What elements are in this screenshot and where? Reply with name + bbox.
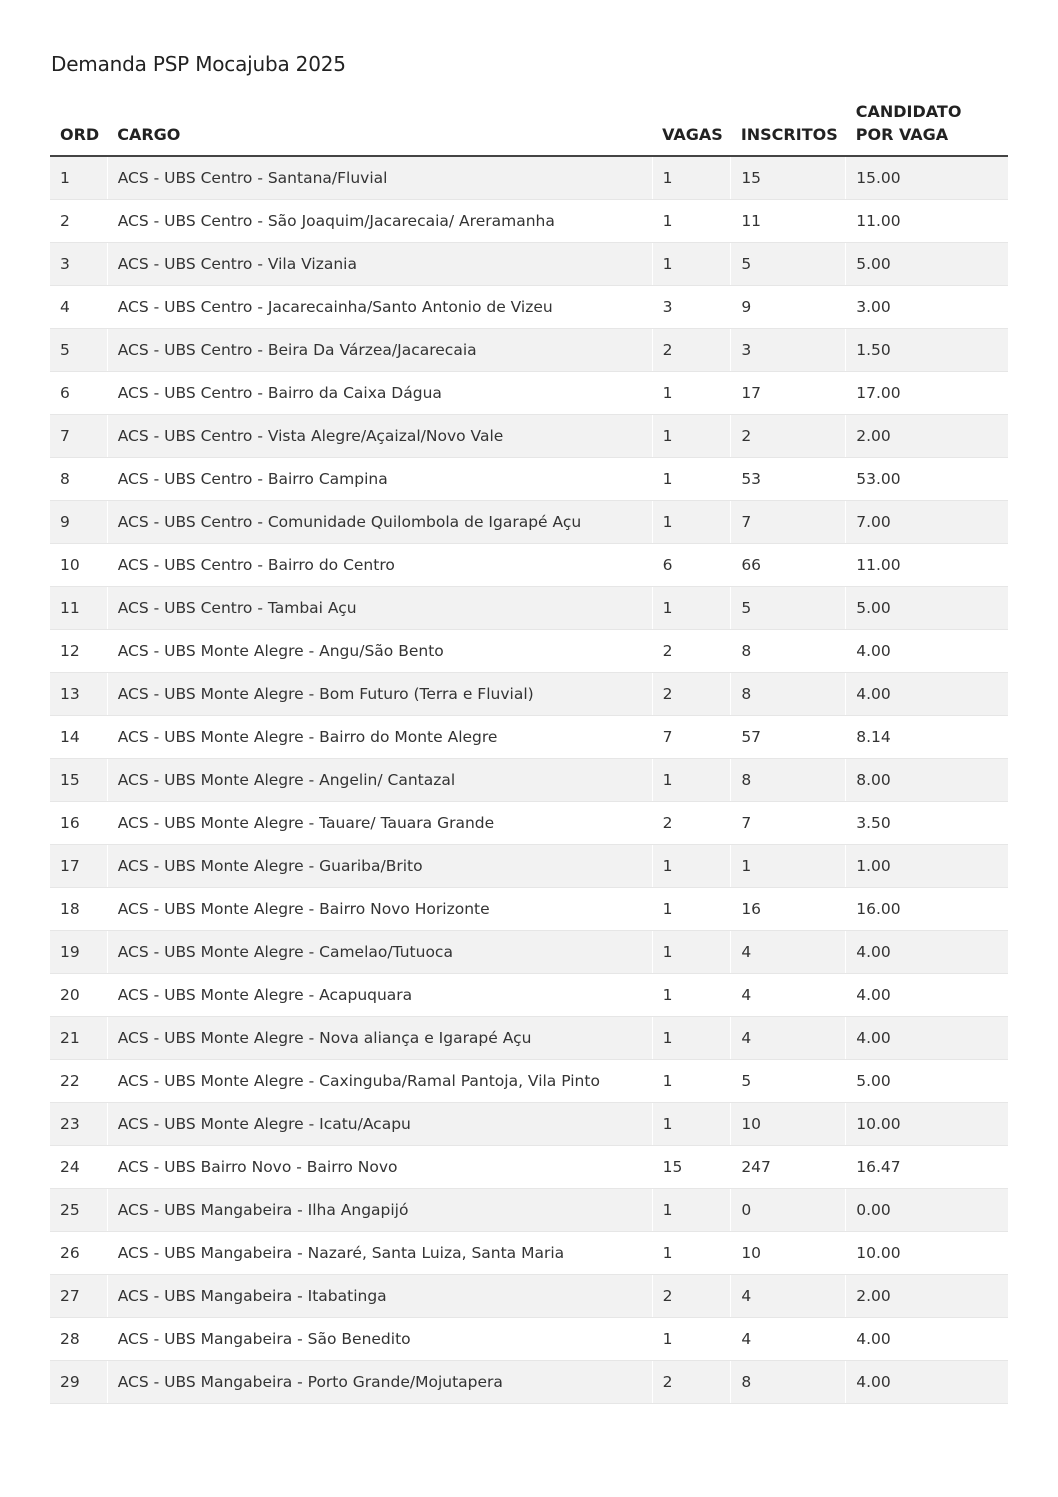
cell-vagas: 1 xyxy=(652,1232,731,1275)
cell-inscritos: 57 xyxy=(731,716,846,759)
cell-candidato-por-vaga: 16.47 xyxy=(846,1146,1008,1189)
cell-candidato-por-vaga: 4.00 xyxy=(846,630,1008,673)
cell-candidato-por-vaga: 4.00 xyxy=(846,974,1008,1017)
cell-candidato-por-vaga: 5.00 xyxy=(846,243,1008,286)
cell-cargo: ACS - UBS Centro - Vila Vizania xyxy=(107,243,652,286)
table-row xyxy=(50,544,1008,587)
cell-inscritos: 5 xyxy=(731,243,846,286)
cell-inscritos: 15 xyxy=(731,156,846,200)
table-row xyxy=(50,1189,1008,1232)
cell-ord: 13 xyxy=(50,673,107,716)
cell-vagas: 1 xyxy=(652,1189,731,1232)
table-row xyxy=(50,716,1008,759)
cell-candidato-por-vaga: 10.00 xyxy=(846,1232,1008,1275)
cell-vagas: 15 xyxy=(652,1146,731,1189)
table-row xyxy=(50,845,1008,888)
table-row xyxy=(50,286,1008,329)
cell-vagas: 1 xyxy=(652,200,731,243)
cell-vagas: 2 xyxy=(652,1275,731,1318)
cell-cargo: ACS - UBS Centro - Beira Da Várzea/Jacarecaia xyxy=(107,329,652,372)
header-candidato-por-vaga: CANDIDATO POR VAGA xyxy=(846,100,1008,156)
cell-ord: 22 xyxy=(50,1060,107,1103)
cell-candidato-por-vaga: 4.00 xyxy=(846,1017,1008,1060)
cell-inscritos: 5 xyxy=(731,1060,846,1103)
table-header-row xyxy=(50,100,1008,156)
demand-table xyxy=(50,100,1008,1404)
cell-cargo: ACS - UBS Monte Alegre - Camelao/Tutuoca xyxy=(107,931,652,974)
table-row xyxy=(50,630,1008,673)
cell-vagas: 1 xyxy=(652,587,731,630)
cell-candidato-por-vaga: 4.00 xyxy=(846,673,1008,716)
cell-candidato-por-vaga: 10.00 xyxy=(846,1103,1008,1146)
cell-cargo: ACS - UBS Centro - Tambai Açu xyxy=(107,587,652,630)
cell-vagas: 1 xyxy=(652,759,731,802)
cell-ord: 4 xyxy=(50,286,107,329)
cell-ord: 8 xyxy=(50,458,107,501)
cell-vagas: 2 xyxy=(652,1361,731,1404)
table-row xyxy=(50,1146,1008,1189)
cell-ord: 28 xyxy=(50,1318,107,1361)
cell-ord: 3 xyxy=(50,243,107,286)
cell-inscritos: 16 xyxy=(731,888,846,931)
table-row xyxy=(50,1017,1008,1060)
cell-ord: 25 xyxy=(50,1189,107,1232)
cell-candidato-por-vaga: 11.00 xyxy=(846,544,1008,587)
cell-inscritos: 5 xyxy=(731,587,846,630)
table-row xyxy=(50,974,1008,1017)
table-row xyxy=(50,372,1008,415)
cell-ord: 27 xyxy=(50,1275,107,1318)
cell-vagas: 1 xyxy=(652,458,731,501)
cell-vagas: 2 xyxy=(652,802,731,845)
table-row xyxy=(50,1060,1008,1103)
cell-vagas: 2 xyxy=(652,630,731,673)
cell-vagas: 1 xyxy=(652,243,731,286)
page-title: Demanda PSP Mocajuba 2025 xyxy=(51,52,346,76)
table-row xyxy=(50,1361,1008,1404)
cell-cargo: ACS - UBS Centro - Santana/Fluvial xyxy=(107,156,652,200)
cell-vagas: 1 xyxy=(652,1318,731,1361)
cell-cargo: ACS - UBS Monte Alegre - Bairro do Monte Alegre xyxy=(107,716,652,759)
table-row xyxy=(50,888,1008,931)
cell-candidato-por-vaga: 0.00 xyxy=(846,1189,1008,1232)
cell-candidato-por-vaga: 8.00 xyxy=(846,759,1008,802)
cell-cargo: ACS - UBS Mangabeira - Itabatinga xyxy=(107,1275,652,1318)
cell-inscritos: 8 xyxy=(731,759,846,802)
table-body xyxy=(50,156,1008,1404)
cell-inscritos: 1 xyxy=(731,845,846,888)
cell-inscritos: 8 xyxy=(731,1361,846,1404)
cell-candidato-por-vaga: 17.00 xyxy=(846,372,1008,415)
table-row xyxy=(50,759,1008,802)
table-row xyxy=(50,200,1008,243)
table-row xyxy=(50,458,1008,501)
cell-ord: 24 xyxy=(50,1146,107,1189)
cell-inscritos: 4 xyxy=(731,1318,846,1361)
table-row xyxy=(50,1318,1008,1361)
table-row xyxy=(50,673,1008,716)
cell-ord: 23 xyxy=(50,1103,107,1146)
table-row xyxy=(50,587,1008,630)
cell-vagas: 1 xyxy=(652,415,731,458)
table-row xyxy=(50,1275,1008,1318)
cell-ord: 2 xyxy=(50,200,107,243)
cell-vagas: 1 xyxy=(652,888,731,931)
cell-cargo: ACS - UBS Monte Alegre - Nova aliança e Igarapé Açu xyxy=(107,1017,652,1060)
cell-ord: 14 xyxy=(50,716,107,759)
cell-inscritos: 10 xyxy=(731,1103,846,1146)
header-inscritos: INSCRITOS xyxy=(731,100,846,156)
cell-ord: 1 xyxy=(50,156,107,200)
cell-cargo: ACS - UBS Monte Alegre - Bairro Novo Horizonte xyxy=(107,888,652,931)
cell-vagas: 1 xyxy=(652,1017,731,1060)
cell-inscritos: 2 xyxy=(731,415,846,458)
cell-candidato-por-vaga: 11.00 xyxy=(846,200,1008,243)
table-row xyxy=(50,501,1008,544)
table-row xyxy=(50,415,1008,458)
table-row xyxy=(50,329,1008,372)
cell-candidato-por-vaga: 4.00 xyxy=(846,1318,1008,1361)
cell-ord: 29 xyxy=(50,1361,107,1404)
cell-inscritos: 4 xyxy=(731,1017,846,1060)
cell-ord: 9 xyxy=(50,501,107,544)
cell-candidato-por-vaga: 53.00 xyxy=(846,458,1008,501)
cell-inscritos: 8 xyxy=(731,673,846,716)
cell-cargo: ACS - UBS Centro - Comunidade Quilombola de Igarapé Açu xyxy=(107,501,652,544)
cell-cargo: ACS - UBS Monte Alegre - Acapuquara xyxy=(107,974,652,1017)
cell-inscritos: 8 xyxy=(731,630,846,673)
cell-candidato-por-vaga: 1.50 xyxy=(846,329,1008,372)
cell-cargo: ACS - UBS Monte Alegre - Angu/São Bento xyxy=(107,630,652,673)
cell-vagas: 2 xyxy=(652,329,731,372)
table-row xyxy=(50,156,1008,200)
cell-cargo: ACS - UBS Bairro Novo - Bairro Novo xyxy=(107,1146,652,1189)
header-ord: ORD xyxy=(50,100,107,156)
cell-inscritos: 66 xyxy=(731,544,846,587)
cell-cargo: ACS - UBS Centro - Jacarecainha/Santo Antonio de Vizeu xyxy=(107,286,652,329)
cell-inscritos: 3 xyxy=(731,329,846,372)
cell-ord: 7 xyxy=(50,415,107,458)
cell-cargo: ACS - UBS Mangabeira - Porto Grande/Mojutapera xyxy=(107,1361,652,1404)
cell-ord: 15 xyxy=(50,759,107,802)
header-vagas: VAGAS xyxy=(652,100,731,156)
cell-vagas: 1 xyxy=(652,1060,731,1103)
cell-cargo: ACS - UBS Monte Alegre - Icatu/Acapu xyxy=(107,1103,652,1146)
cell-inscritos: 4 xyxy=(731,1275,846,1318)
cell-cargo: ACS - UBS Centro - Bairro do Centro xyxy=(107,544,652,587)
table-row xyxy=(50,1232,1008,1275)
cell-inscritos: 9 xyxy=(731,286,846,329)
cell-candidato-por-vaga: 3.00 xyxy=(846,286,1008,329)
cell-candidato-por-vaga: 4.00 xyxy=(846,1361,1008,1404)
cell-candidato-por-vaga: 7.00 xyxy=(846,501,1008,544)
cell-cargo: ACS - UBS Monte Alegre - Caxinguba/Ramal Pantoja, Vila Pinto xyxy=(107,1060,652,1103)
cell-candidato-por-vaga: 3.50 xyxy=(846,802,1008,845)
cell-ord: 11 xyxy=(50,587,107,630)
cell-candidato-por-vaga: 4.00 xyxy=(846,931,1008,974)
cell-cargo: ACS - UBS Centro - São Joaquim/Jacarecaia/ Areramanha xyxy=(107,200,652,243)
cell-ord: 21 xyxy=(50,1017,107,1060)
cell-cargo: ACS - UBS Monte Alegre - Angelin/ Cantazal xyxy=(107,759,652,802)
cell-ord: 10 xyxy=(50,544,107,587)
cell-inscritos: 7 xyxy=(731,501,846,544)
cell-vagas: 1 xyxy=(652,1103,731,1146)
cell-cargo: ACS - UBS Mangabeira - São Benedito xyxy=(107,1318,652,1361)
cell-inscritos: 0 xyxy=(731,1189,846,1232)
cell-candidato-por-vaga: 8.14 xyxy=(846,716,1008,759)
cell-cargo: ACS - UBS Mangabeira - Nazaré, Santa Luiza, Santa Maria xyxy=(107,1232,652,1275)
cell-vagas: 1 xyxy=(652,156,731,200)
cell-candidato-por-vaga: 2.00 xyxy=(846,1275,1008,1318)
table-row xyxy=(50,931,1008,974)
cell-candidato-por-vaga: 2.00 xyxy=(846,415,1008,458)
table-row xyxy=(50,802,1008,845)
cell-ord: 19 xyxy=(50,931,107,974)
cell-inscritos: 247 xyxy=(731,1146,846,1189)
cell-ord: 17 xyxy=(50,845,107,888)
cell-ord: 20 xyxy=(50,974,107,1017)
cell-vagas: 3 xyxy=(652,286,731,329)
cell-inscritos: 17 xyxy=(731,372,846,415)
cell-ord: 16 xyxy=(50,802,107,845)
cell-candidato-por-vaga: 15.00 xyxy=(846,156,1008,200)
cell-vagas: 1 xyxy=(652,845,731,888)
cell-candidato-por-vaga: 1.00 xyxy=(846,845,1008,888)
cell-vagas: 1 xyxy=(652,974,731,1017)
cell-cargo: ACS - UBS Monte Alegre - Bom Futuro (Terra e Fluvial) xyxy=(107,673,652,716)
cell-inscritos: 7 xyxy=(731,802,846,845)
header-cargo: CARGO xyxy=(107,100,652,156)
cell-ord: 26 xyxy=(50,1232,107,1275)
cell-cargo: ACS - UBS Centro - Bairro da Caixa Dágua xyxy=(107,372,652,415)
cell-cargo: ACS - UBS Centro - Vista Alegre/Açaizal/Novo Vale xyxy=(107,415,652,458)
cell-inscritos: 53 xyxy=(731,458,846,501)
cell-vagas: 2 xyxy=(652,673,731,716)
table-row xyxy=(50,243,1008,286)
table-row xyxy=(50,1103,1008,1146)
cell-vagas: 1 xyxy=(652,372,731,415)
cell-inscritos: 11 xyxy=(731,200,846,243)
cell-vagas: 7 xyxy=(652,716,731,759)
cell-cargo: ACS - UBS Monte Alegre - Tauare/ Tauara Grande xyxy=(107,802,652,845)
cell-candidato-por-vaga: 16.00 xyxy=(846,888,1008,931)
cell-inscritos: 4 xyxy=(731,931,846,974)
cell-vagas: 1 xyxy=(652,931,731,974)
cell-cargo: ACS - UBS Mangabeira - Ilha Angapijó xyxy=(107,1189,652,1232)
cell-ord: 6 xyxy=(50,372,107,415)
cell-candidato-por-vaga: 5.00 xyxy=(846,587,1008,630)
cell-cargo: ACS - UBS Monte Alegre - Guariba/Brito xyxy=(107,845,652,888)
cell-inscritos: 4 xyxy=(731,974,846,1017)
cell-vagas: 1 xyxy=(652,501,731,544)
cell-vagas: 6 xyxy=(652,544,731,587)
cell-ord: 5 xyxy=(50,329,107,372)
cell-inscritos: 10 xyxy=(731,1232,846,1275)
cell-candidato-por-vaga: 5.00 xyxy=(846,1060,1008,1103)
cell-ord: 12 xyxy=(50,630,107,673)
cell-ord: 18 xyxy=(50,888,107,931)
cell-cargo: ACS - UBS Centro - Bairro Campina xyxy=(107,458,652,501)
